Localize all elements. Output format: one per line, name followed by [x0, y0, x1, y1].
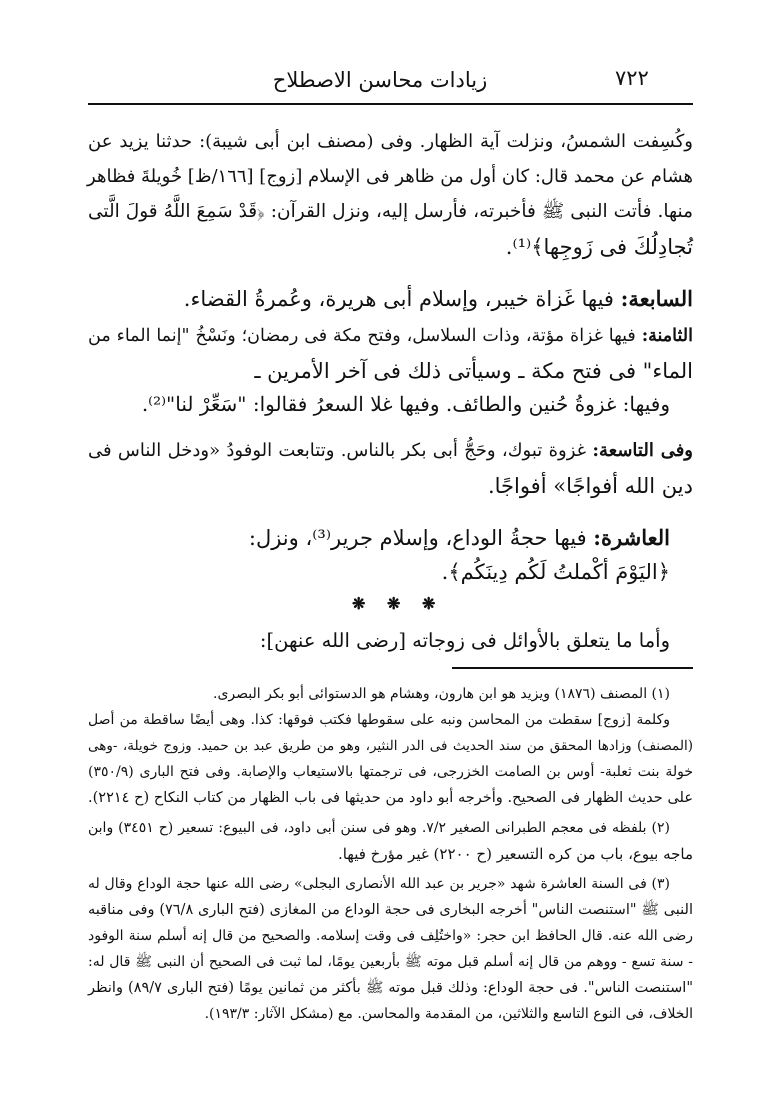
footnote-line: رضى الله عنه. قال الحافظ ابن حجر: «واختُلِف فى وقت إسلامه. والصحيح من قال إنه أسلم سنة الوفود — [88, 928, 694, 944]
running-title: زيادات محاسن الاصطلاح — [272, 68, 488, 92]
section-text: غزوة تبوك، وحَجُّ أبى بكر بالناس. وتتابعت الوفودُ «ودخل الناس فى — [88, 440, 593, 461]
header-rule — [88, 103, 693, 105]
section-label: العاشرة: — [593, 525, 670, 550]
paragraph-line: وأما ما يتعلق بالأوائل فى زوجاته [رضى الله عنهن]: — [259, 629, 670, 652]
paragraph-line: الماء" فى فتح مكة ـ وسيأتى ذلك فى آخر الأمرين ـ — [254, 359, 693, 383]
page-number: ٧٢٢ — [615, 66, 649, 90]
footnote-line: خولة بنت ثعلبة- أوس بن الصامت الخزرجى، فى ترجمتها بالاستيعاب والإصابة. وفى فتح البارى (٣٥٠/٩) — [88, 764, 693, 780]
section-label: السابعة: — [620, 286, 693, 311]
footnote-line: "استنصت الناس". فى حجة الوداع: وذلك قبل موته ﷺ بأكثر من ثمانين يومًا (فتح البارى ٨٩/٧) وانظر — [88, 980, 693, 996]
paragraph-line: دين الله أفواجًا» أفواجًا. — [487, 474, 693, 498]
paragraph-tenth — [200, 524, 670, 552]
footnote-line: (١) المصنف (١٨٧٦) ويزيد هو ابن هارون، وهشام هو الدستوائى أبو بكر البصرى. — [213, 686, 670, 702]
section-label: الثامنة: — [641, 326, 693, 346]
footnote-line: الخلاف، فى النوع التاسع والثلاثين، من المقدمة والمحاسن. مع (مشكل الآثار: ١٩٣/٣). — [204, 1006, 693, 1022]
section-label: وفى التاسعة: — [592, 440, 693, 461]
section-text: فيها غزاة مؤتة، وذات السلاسل، وفتح مكة فى رمضان؛ ونَسْخُ "إنما الماء من — [88, 326, 642, 346]
footnote-line: النبى ﷺ "استنصت الناس" أخرجه البخارى فى حجة الوداع من المغازى (فتح البارى ٧٦/٨) وفى مناقبه — [88, 902, 693, 918]
paragraph-ninth — [88, 437, 693, 465]
paragraph-eighth — [88, 322, 693, 350]
paragraph-line: وفيها: غزوةُ حُنين والطائف. وفيها غلا السعرُ فقالوا: "سَعِّرْ لنا"⁽²⁾. — [141, 392, 670, 416]
separator-stars: ❋ ❋ ❋ — [352, 594, 444, 613]
footnote-line: ماجه بيوع، باب من كره التسعير (ح ٢٢٠٠) غير مؤرخ فيها. — [337, 845, 693, 863]
quran-verse: ﴿اليَوْمَ أكْملتُ لَكُم دِينَكُم﴾. — [441, 560, 670, 584]
footnote-line: (٣) فى السنة العاشرة شهد «جرير بن عبد الله الأنصارى البجلى» رضى الله عنها حجة الوداع وقال له — [88, 876, 670, 892]
paragraph-line: منها. فأتت النبى ﷺ فأخبرته، فأرسل إليه، ونزل القرآن: ﴿قَدْ سَمِعَ اللَّهُ قولَ الَّتى — [88, 201, 693, 222]
paragraph-line: تُجادِلُكَ فى زَوجِها﴾⁽¹⁾. — [505, 235, 693, 259]
footnote-line: (المصنف) وزادها المحقق من سند الحديث فى الدر النثير، وهو من طريق عبد بن حميد. وزوج خويلة، -وهى — [88, 738, 693, 754]
section-text: فيها غَزاة خيبر، وإسلام أبى هريرة، وعُمرةُ القضاء. — [183, 287, 621, 311]
paragraph-seventh — [150, 285, 693, 313]
footnote-line: على حديث الظهار فى الصحيح. وأخرجه أبو داود من حديثها فى باب الظهار من كتاب النكاح (ح ٢٢١٤). — [88, 790, 693, 806]
paragraph-line: وكُسِفت الشمسُ، ونزلت آية الظهار. وفى (مصنف ابن أبى شيبة): حدثنا يزيد عن — [88, 131, 693, 152]
footnote-rule — [452, 667, 693, 669]
footnote-line: - سنة تسع - ووهم من قال إنه أسلم قبل موته ﷺ بأربعين يومًا، لما ثبت فى الصحيح أن النبى ﷺ قال له: — [88, 954, 693, 970]
section-text: فيها حجةُ الوداع، وإسلام جرير⁽³⁾، ونزل: — [248, 526, 594, 550]
paragraph-line: هشام عن محمد قال: كان أول من ظاهر فى الإسلام [زوج] [١٦٦/ظ] خُويلةَ فظاهر — [87, 166, 693, 187]
footnote-line: (٢) بلفظه فى معجم الطبرانى الصغير ٧/٢. وهو فى سنن أبى داود، فى البيوع: تسعير (ح ٣٤٥١) وابن — [88, 820, 670, 836]
footnote-line: وكلمة [زوج] سقطت من المحاسن ونبه على سقوطها فكتب فوقها: كذا. وهى أيضًا ساقطة من أصل — [88, 712, 670, 728]
